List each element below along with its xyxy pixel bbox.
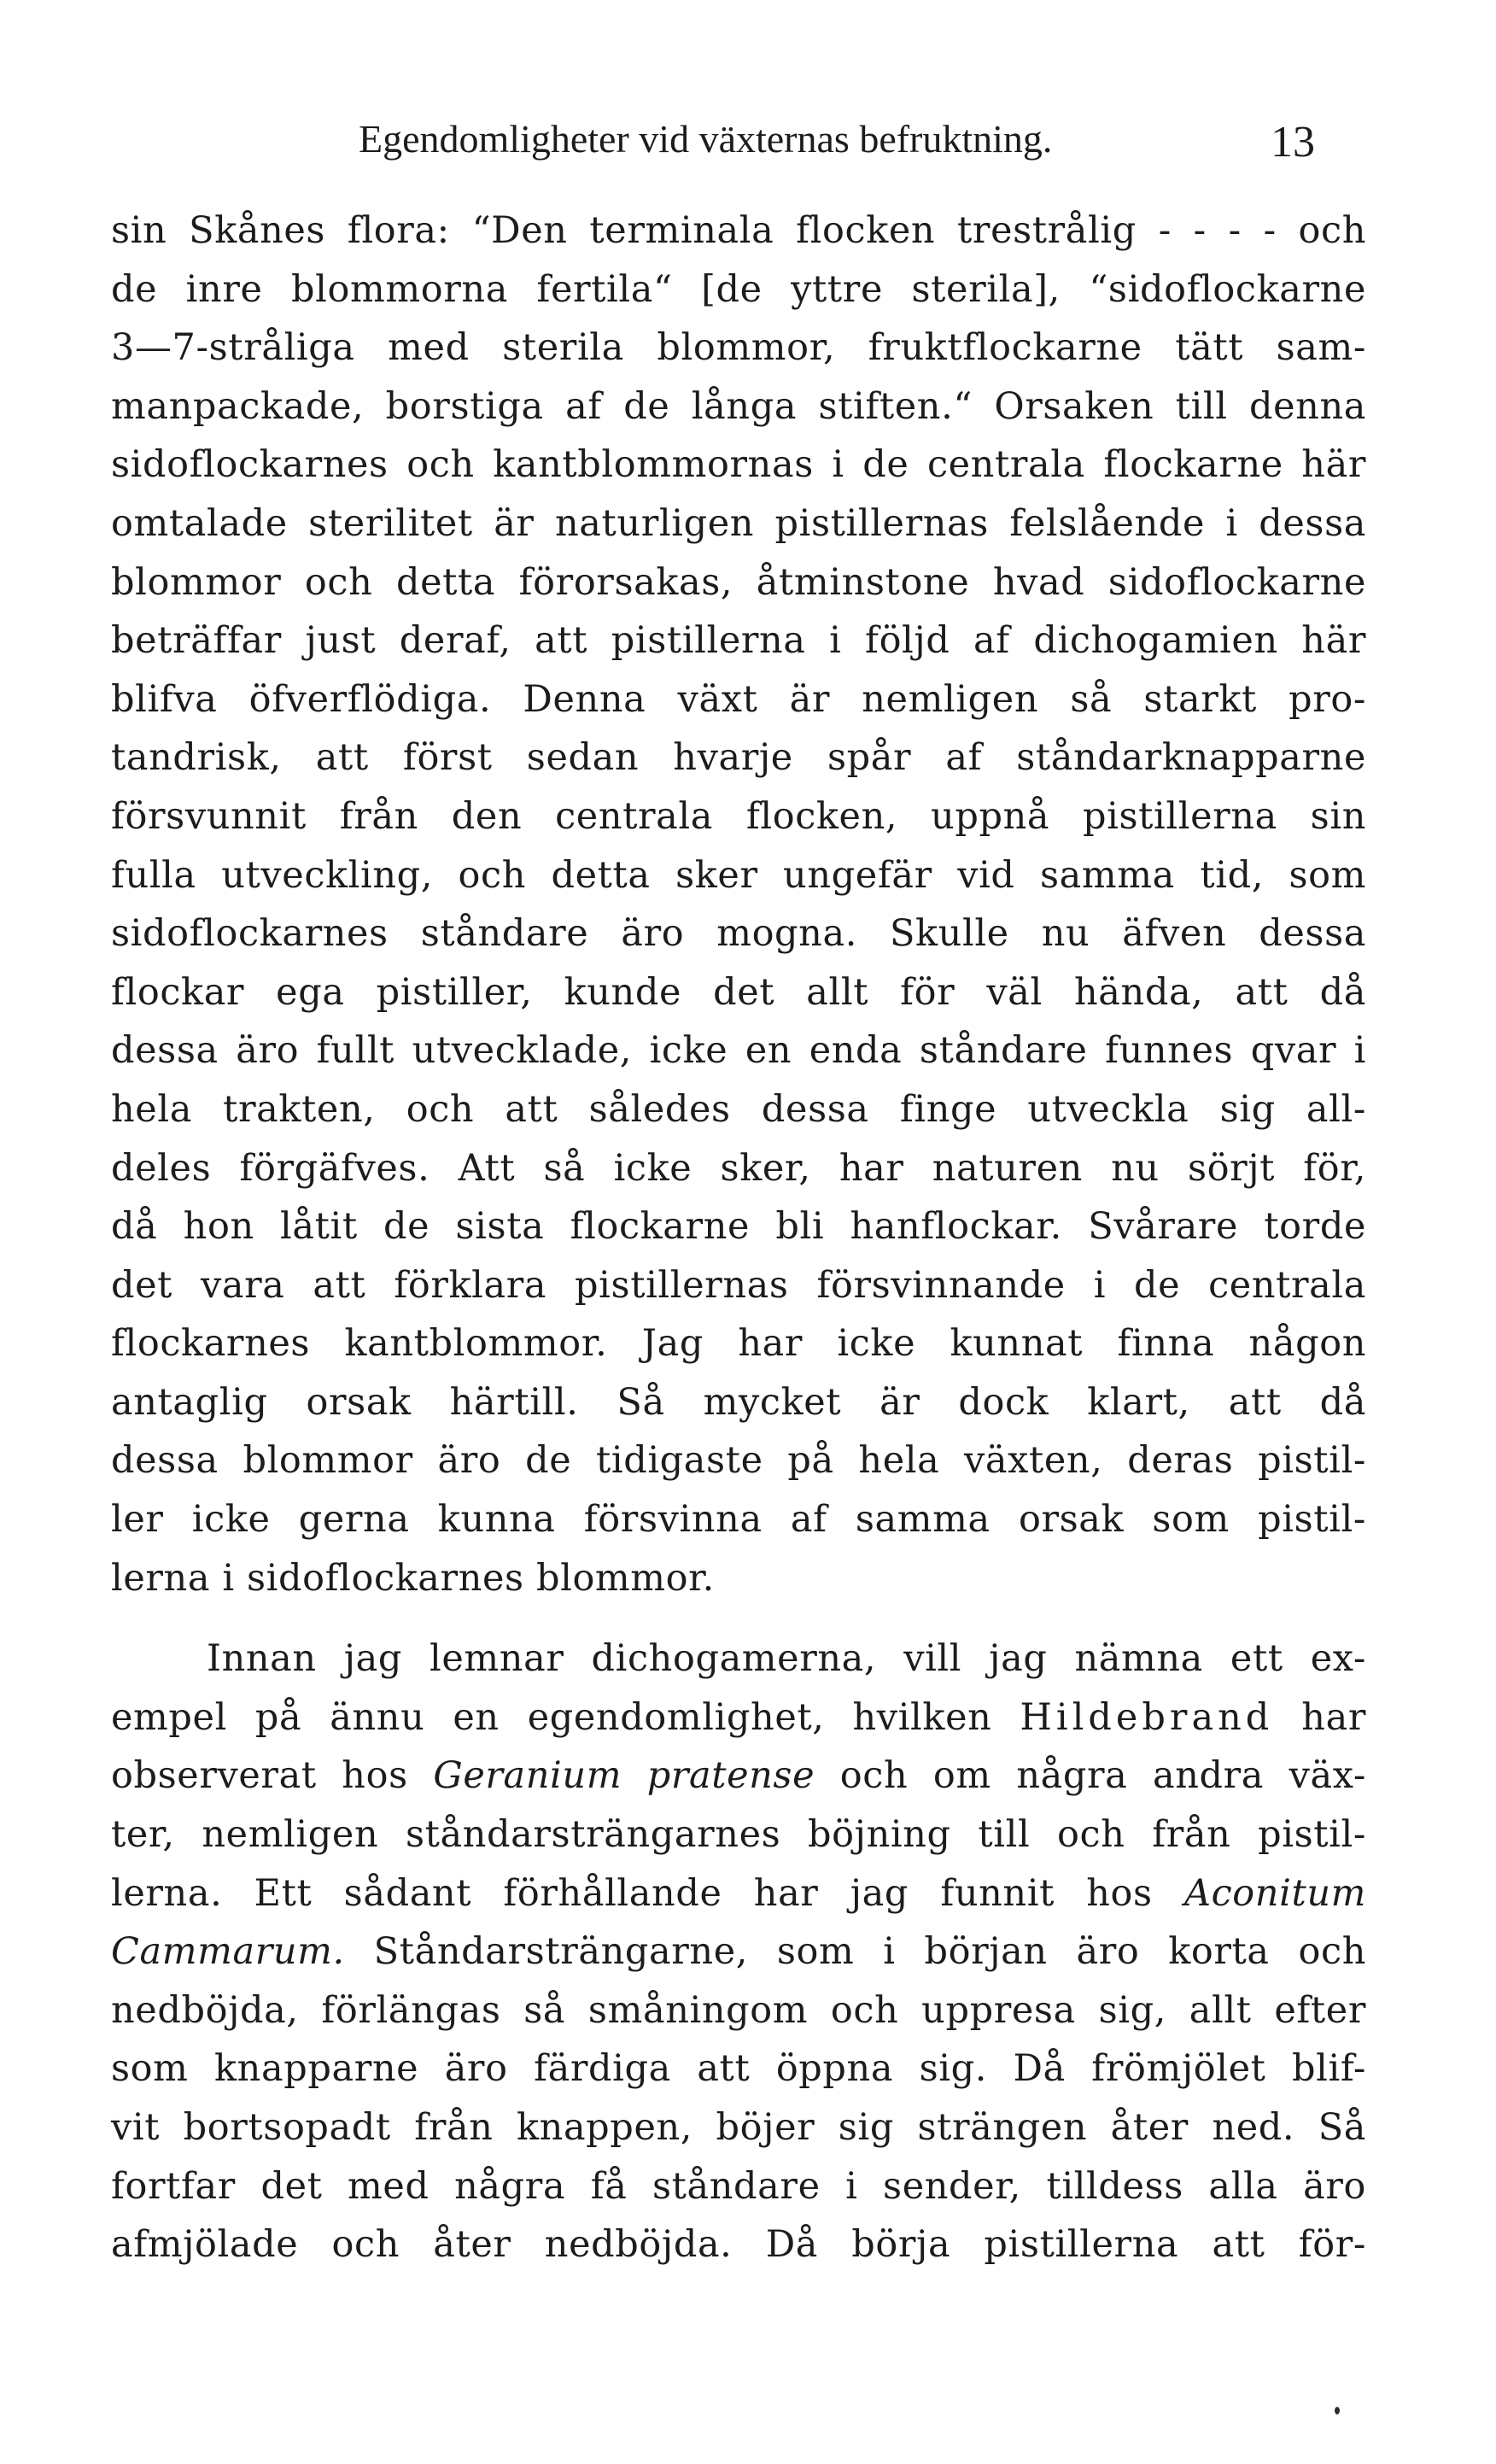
paragraph-gap (111, 1607, 1366, 1630)
text-line (111, 1747, 1366, 1806)
text-line: hela trakten, och att således dessa finge utveckla sig all- (111, 1087, 1366, 1131)
body-text (111, 202, 1366, 2274)
text-line: som knapparne äro färdiga att öppna sig. Då frömjölet blif- (111, 2047, 1366, 2091)
text-line: flockarnes kantblommor. Jag har icke kunnat finna någon (111, 1322, 1366, 1366)
text-line: blifva öfverflödiga. Denna växt är nemligen så starkt pro- (111, 677, 1366, 721)
running-title: Egendomligheter vid växternas befruktning. (359, 117, 1053, 161)
text-line: det vara att förklara pistillernas försvinnande i de centrala (111, 1263, 1366, 1307)
text-line: sin Skånes flora: “Den terminala flocken trestrålig - - - - och (111, 209, 1366, 252)
text-line: ter, nemligen ståndarsträngarnes böjning till och från pistil- (111, 1813, 1366, 1857)
author-name: Hildebrand (1020, 1695, 1274, 1739)
paragraph-2 (111, 1630, 1366, 2274)
text-line: omtalade sterilitet är naturligen pistillernas felslående i dessa (111, 501, 1366, 545)
species-name: Aconitum (1183, 1871, 1366, 1915)
text-segment: empel på ännu en egendomlighet, hvilken (111, 1695, 1020, 1739)
text-segment: observerat hos (111, 1754, 434, 1798)
text-line: dessa blommor äro de tidigaste på hela växten, deras pistil- (111, 1439, 1366, 1483)
paragraph-1 (111, 202, 1366, 1607)
text-line (111, 1864, 1366, 1923)
text-segment: och om några andra väx- (815, 1754, 1366, 1798)
text-line: manpackade, borstiga af de långa stiften.“ Orsaken till denna (111, 384, 1366, 428)
text-line: blommor och detta förorsakas, åtminstone hvad sidoflockarne (111, 560, 1366, 604)
text-segment: lerna. Ett sådant förhållande har jag funnit hos (111, 1871, 1184, 1915)
text-line: fortfar det med några få ståndare i sender, tilldess alla äro (111, 2164, 1366, 2208)
text-line: fulla utveckling, och detta sker ungefär vid samma tid, som (111, 853, 1366, 897)
text-line: antaglig orsak härtill. Så mycket är dock klart, att då (111, 1380, 1366, 1424)
text-line: beträffar just deraf, att pistillerna i följd af dichogamien här (111, 619, 1366, 663)
text-line: ler icke gerna kunna försvinna af samma orsak som pistil- (111, 1498, 1366, 1542)
text-line: 3—7-stråliga med sterila blommor, fruktflockarne tätt sam- (111, 326, 1366, 370)
ink-speck (1335, 2407, 1340, 2414)
text-line: sidoflockarnes och kantblommornas i de centrala flockarne här (111, 443, 1366, 487)
text-line (111, 1923, 1366, 1981)
running-header (0, 109, 1496, 169)
page-number: 13 (1271, 118, 1315, 167)
species-name: Cammarum. (111, 1930, 345, 1974)
text-line (111, 1689, 1366, 1747)
text-line: då hon låtit de sista flockarne bli hanflockar. Svårare torde (111, 1205, 1366, 1249)
species-name: Geranium pratense (433, 1754, 815, 1798)
text-line: deles förgäfves. Att så icke sker, har naturen nu sörjt för, (111, 1146, 1366, 1190)
text-line: tandrisk, att först sedan hvarje spår af ståndarknapparne (111, 736, 1366, 780)
text-line: de inre blommorna fertila“ [de yttre sterila], “sidoflockarne (111, 267, 1366, 311)
text-line: afmjölade och åter nedböjda. Då börja pistillerna att för- (111, 2223, 1366, 2267)
text-line: dessa äro fullt utvecklade, icke en enda ståndare funnes qvar i (111, 1029, 1366, 1073)
text-line: vit bortsopadt från knappen, böjer sig strängen åter ned. Så (111, 2106, 1366, 2149)
text-line: nedböjda, förlängas så småningom och uppresa sig, allt efter (111, 1988, 1366, 2032)
text-line: flockar ega pistiller, kunde det allt för väl hända, att då (111, 970, 1366, 1014)
text-segment: Ståndarsträngarne, som i början äro korta och (344, 1930, 1366, 1974)
text-segment: har (1273, 1695, 1366, 1739)
text-line: lerna i sidoflockarnes blommor. (111, 1556, 715, 1600)
text-line: sidoflockarnes ståndare äro mogna. Skulle nu äfven dessa (111, 912, 1366, 956)
text-line: Innan jag lemnar dichogamerna, vill jag nämna ett ex- (207, 1637, 1366, 1681)
text-line: försvunnit från den centrala flocken, uppnå pistillerna sin (111, 794, 1366, 838)
